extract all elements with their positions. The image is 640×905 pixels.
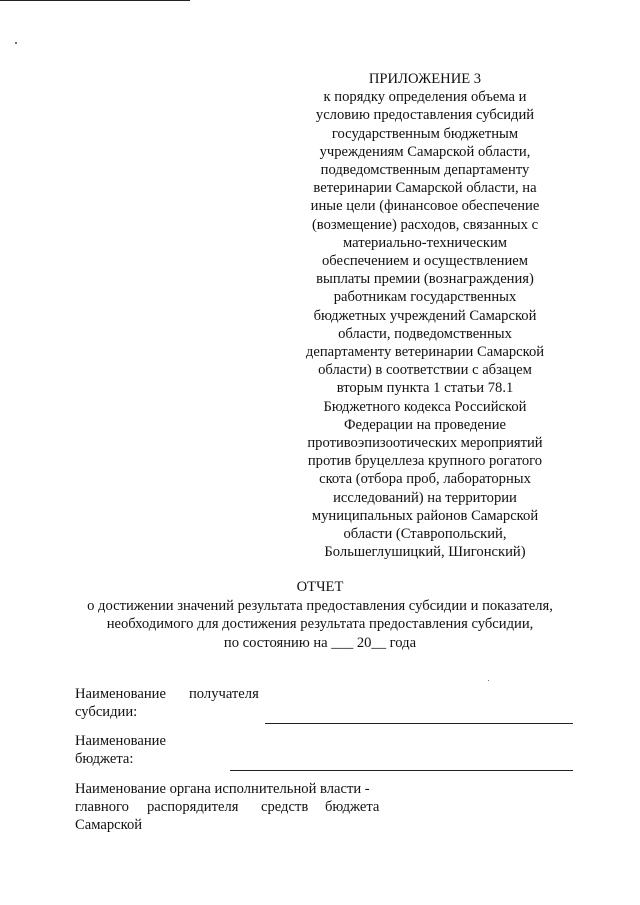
- appendix-line: противоэпизоотических мероприятий: [307, 435, 543, 452]
- appendix-line: области, подведомственных: [338, 325, 512, 342]
- appendix-line: Бюджетного кодекса Российской: [323, 398, 527, 415]
- appendix-block: [300, 70, 550, 561]
- authority-word-rasporyaditelya: распорядителя: [147, 799, 239, 815]
- appendix-line: скота (отбора проб, лабораторных: [319, 471, 531, 488]
- appendix-line: подведомственным департаменту: [320, 162, 530, 179]
- appendix-line: ветеринарии Самарской области, на: [313, 180, 537, 197]
- appendix-line: государственным бюджетным: [331, 125, 519, 142]
- top-rule: [0, 0, 190, 1]
- appendix-line: бюджетных учреждений Самарской: [313, 307, 537, 324]
- authority-word-byudzheta: бюджета: [325, 799, 380, 815]
- appendix-line: (возмещение) расходов, связанных с: [311, 216, 539, 233]
- appendix-line: учреждениям Самарской области,: [319, 143, 531, 160]
- appendix-title: ПРИЛОЖЕНИЕ 3: [368, 71, 482, 87]
- authority-label-line3: Самарской: [75, 817, 143, 833]
- appendix-line: материально-техническим: [342, 234, 508, 251]
- recipient-label-line2: субсидии:: [75, 704, 138, 720]
- appendix-line: Федерации на проведение: [344, 416, 506, 433]
- appendix-line: работникам государственных: [333, 289, 517, 306]
- appendix-line: обеспечением и осуществлением: [322, 253, 528, 270]
- report-subtitle-line: необходимого для достижения результата предоставления субсидии,: [106, 616, 534, 632]
- budget-label-line2: бюджета:: [75, 751, 134, 767]
- appendix-line: исследований) на территории: [333, 489, 517, 506]
- recipient-value-line[interactable]: [265, 723, 573, 724]
- scan-speck: [488, 680, 489, 681]
- appendix-line: области (Ставропольский,: [343, 526, 507, 543]
- appendix-line: иные цели (финансовое обеспечение: [310, 198, 540, 215]
- report-title: ОТЧЕТ: [296, 579, 344, 595]
- appendix-line: департаменту ветеринарии Самарской: [305, 344, 545, 361]
- appendix-line: против бруцеллеза крупного рогатого: [307, 453, 543, 470]
- appendix-line: условию предоставления субсидий: [315, 107, 535, 124]
- appendix-line: к порядку определения объема и: [323, 89, 527, 106]
- appendix-line: муниципальных районов Самарской: [311, 507, 539, 524]
- appendix-line: выплаты премии (вознаграждения): [316, 271, 534, 288]
- appendix-line: Большеглушицкий, Шигонский): [324, 544, 526, 561]
- recipient-label-word1: Наименование: [75, 686, 166, 702]
- report-heading: [30, 578, 610, 652]
- report-date-line: по состоянию на ___ 20__ года: [223, 634, 417, 651]
- authority-label-line1: Наименование органа исполнительной власти -: [75, 781, 370, 797]
- appendix-line: вторым пункта 1 статьи 78.1: [336, 380, 514, 397]
- authority-word-glavnogo: главного: [75, 799, 129, 815]
- recipient-label-word2: получателя: [189, 686, 259, 702]
- scan-speck: [15, 42, 17, 44]
- appendix-line: области) в соответствии с абзацем: [318, 362, 532, 379]
- budget-value-line[interactable]: [230, 770, 573, 771]
- budget-label-line1: Наименование: [75, 733, 166, 749]
- report-subtitle-line: о достижении значений результата предоставления субсидии и показателя,: [87, 597, 553, 614]
- authority-word-sredstv: средств: [261, 799, 309, 815]
